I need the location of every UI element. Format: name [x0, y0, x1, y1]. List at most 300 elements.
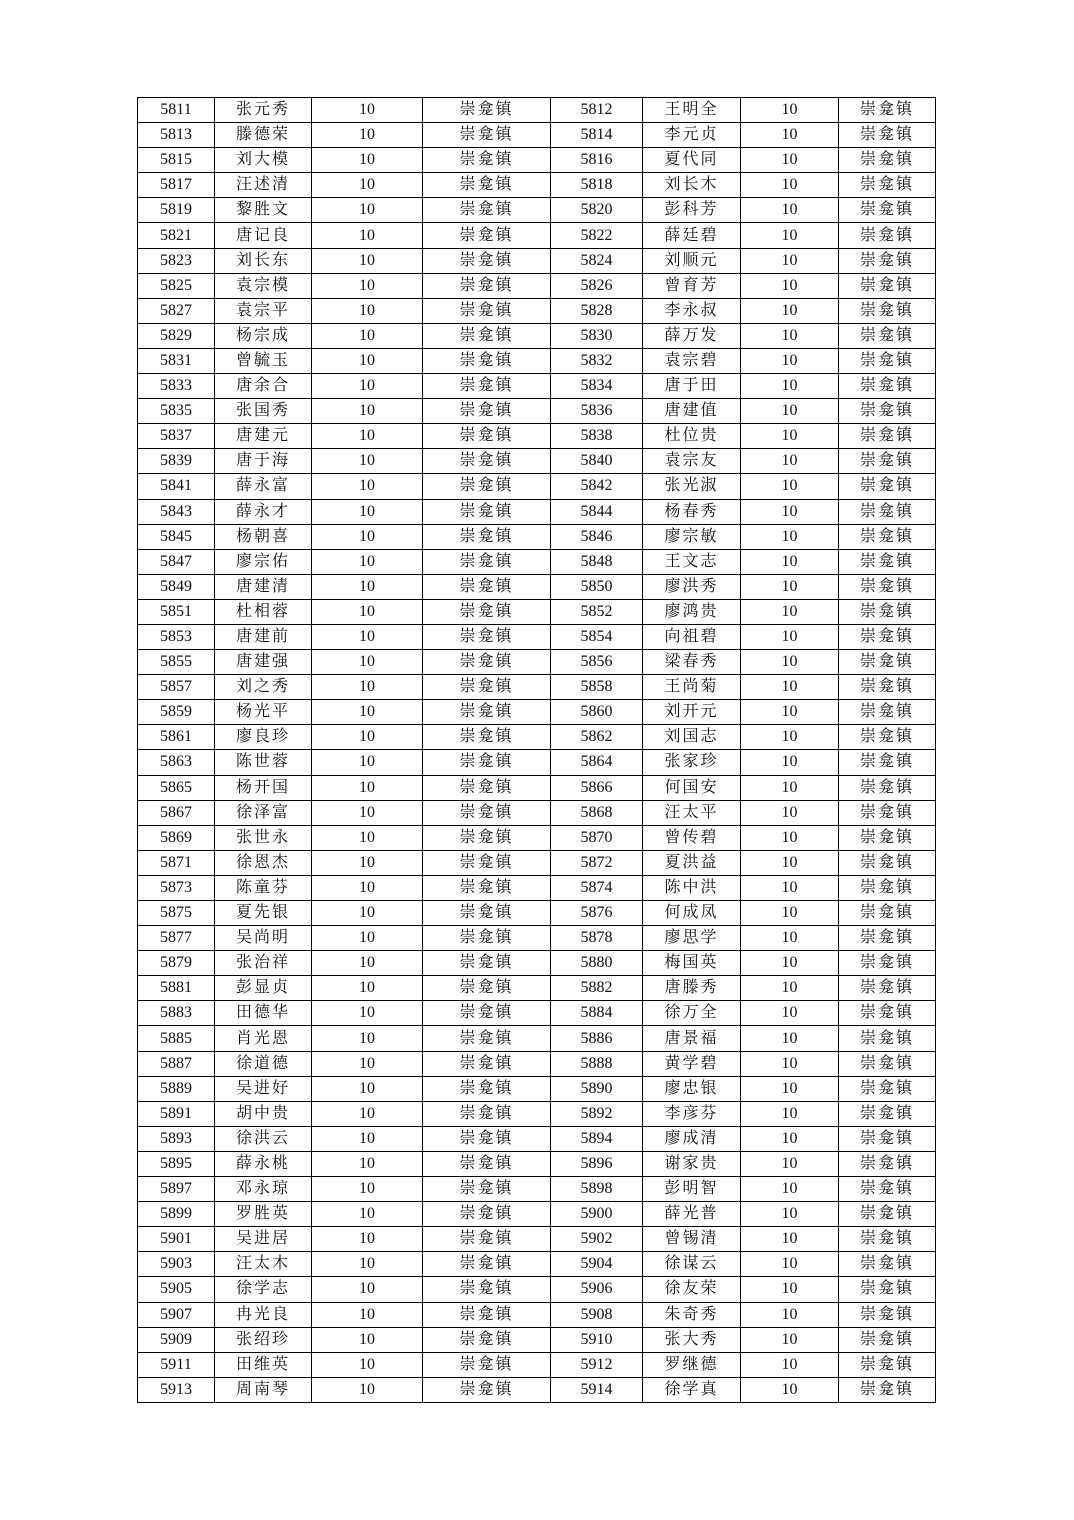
amount-value: 10 [312, 1177, 423, 1202]
amount-value: 10 [312, 624, 423, 649]
town-name: 崇龛镇 [839, 675, 936, 700]
person-name: 张国秀 [215, 399, 312, 424]
person-name: 徐友荣 [643, 1277, 741, 1302]
town-name: 崇龛镇 [839, 901, 936, 926]
town-name: 崇龛镇 [839, 926, 936, 951]
table-row [138, 323, 936, 348]
person-name: 唐建前 [215, 624, 312, 649]
person-name: 张治祥 [215, 951, 312, 976]
town-name: 崇龛镇 [839, 1202, 936, 1227]
person-name: 薛永富 [215, 474, 312, 499]
town-name: 崇龛镇 [839, 1277, 936, 1302]
person-name: 徐学志 [215, 1277, 312, 1302]
record-id: 5870 [551, 825, 643, 850]
town-name: 崇龛镇 [839, 700, 936, 725]
amount-value: 10 [312, 298, 423, 323]
town-name: 崇龛镇 [423, 399, 551, 424]
person-name: 唐记良 [215, 223, 312, 248]
table-row [138, 1352, 936, 1377]
person-name: 唐于海 [215, 449, 312, 474]
town-name: 崇龛镇 [839, 574, 936, 599]
person-name: 吴进好 [215, 1076, 312, 1101]
town-name: 崇龛镇 [839, 549, 936, 574]
town-name: 崇龛镇 [423, 474, 551, 499]
amount-value: 10 [741, 825, 839, 850]
record-id: 5826 [551, 273, 643, 298]
amount-value: 10 [312, 599, 423, 624]
amount-value: 10 [312, 1151, 423, 1176]
record-id: 5830 [551, 323, 643, 348]
town-name: 崇龛镇 [423, 1101, 551, 1126]
record-id: 5813 [138, 123, 215, 148]
amount-value: 10 [741, 650, 839, 675]
record-id: 5898 [551, 1177, 643, 1202]
person-name: 廖宗敏 [643, 524, 741, 549]
amount-value: 10 [741, 1026, 839, 1051]
person-name: 黄学碧 [643, 1051, 741, 1076]
table-row [138, 901, 936, 926]
amount-value: 10 [741, 976, 839, 1001]
amount-value: 10 [741, 173, 839, 198]
town-name: 崇龛镇 [839, 1302, 936, 1327]
record-id: 5883 [138, 1001, 215, 1026]
town-name: 崇龛镇 [423, 1076, 551, 1101]
record-id: 5900 [551, 1202, 643, 1227]
record-id: 5882 [551, 976, 643, 1001]
record-id: 5823 [138, 248, 215, 273]
amount-value: 10 [741, 1377, 839, 1402]
amount-value: 10 [312, 123, 423, 148]
person-name: 薛廷碧 [643, 223, 741, 248]
person-name: 杨光平 [215, 700, 312, 725]
table-row [138, 1327, 936, 1352]
person-name: 徐学真 [643, 1377, 741, 1402]
amount-value: 10 [312, 499, 423, 524]
table-row [138, 98, 936, 123]
town-name: 崇龛镇 [423, 223, 551, 248]
amount-value: 10 [312, 524, 423, 549]
table-row [138, 449, 936, 474]
town-name: 崇龛镇 [423, 1352, 551, 1377]
amount-value: 10 [741, 675, 839, 700]
record-id: 5893 [138, 1126, 215, 1151]
table-row [138, 223, 936, 248]
amount-value: 10 [741, 273, 839, 298]
amount-value: 10 [312, 1001, 423, 1026]
table-row [138, 976, 936, 1001]
record-id: 5885 [138, 1026, 215, 1051]
record-id: 5837 [138, 424, 215, 449]
town-name: 崇龛镇 [839, 424, 936, 449]
record-id: 5880 [551, 951, 643, 976]
town-name: 崇龛镇 [423, 499, 551, 524]
town-name: 崇龛镇 [423, 449, 551, 474]
amount-value: 10 [741, 1001, 839, 1026]
person-name: 徐恩杰 [215, 850, 312, 875]
record-id: 5877 [138, 926, 215, 951]
town-name: 崇龛镇 [839, 223, 936, 248]
record-id: 5852 [551, 599, 643, 624]
person-name: 杜相蓉 [215, 599, 312, 624]
amount-value: 10 [741, 599, 839, 624]
amount-value: 10 [741, 374, 839, 399]
table-row [138, 1051, 936, 1076]
table-row [138, 399, 936, 424]
town-name: 崇龛镇 [423, 549, 551, 574]
amount-value: 10 [312, 976, 423, 1001]
record-id: 5908 [551, 1302, 643, 1327]
amount-value: 10 [312, 1352, 423, 1377]
table-row [138, 1076, 936, 1101]
person-name: 李元贞 [643, 123, 741, 148]
town-name: 崇龛镇 [839, 499, 936, 524]
person-name: 陈中洪 [643, 875, 741, 900]
record-id: 5842 [551, 474, 643, 499]
town-name: 崇龛镇 [423, 1327, 551, 1352]
record-id: 5841 [138, 474, 215, 499]
amount-value: 10 [312, 424, 423, 449]
roster-table [137, 97, 936, 1403]
town-name: 崇龛镇 [423, 424, 551, 449]
amount-value: 10 [312, 173, 423, 198]
record-id: 5899 [138, 1202, 215, 1227]
record-id: 5827 [138, 298, 215, 323]
town-name: 崇龛镇 [839, 1177, 936, 1202]
record-id: 5849 [138, 574, 215, 599]
amount-value: 10 [741, 223, 839, 248]
amount-value: 10 [741, 98, 839, 123]
person-name: 唐余合 [215, 374, 312, 399]
town-name: 崇龛镇 [423, 248, 551, 273]
town-name: 崇龛镇 [423, 650, 551, 675]
amount-value: 10 [312, 98, 423, 123]
town-name: 崇龛镇 [423, 1026, 551, 1051]
person-name: 王明全 [643, 98, 741, 123]
amount-value: 10 [312, 951, 423, 976]
town-name: 崇龛镇 [423, 800, 551, 825]
amount-value: 10 [312, 574, 423, 599]
amount-value: 10 [741, 248, 839, 273]
person-name: 曾传碧 [643, 825, 741, 850]
town-name: 崇龛镇 [839, 1026, 936, 1051]
table-row [138, 524, 936, 549]
record-id: 5818 [551, 173, 643, 198]
person-name: 刘长东 [215, 248, 312, 273]
town-name: 崇龛镇 [839, 323, 936, 348]
table-row [138, 775, 936, 800]
person-name: 吴进居 [215, 1227, 312, 1252]
record-id: 5867 [138, 800, 215, 825]
record-id: 5913 [138, 1377, 215, 1402]
amount-value: 10 [312, 1026, 423, 1051]
person-name: 向祖碧 [643, 624, 741, 649]
record-id: 5853 [138, 624, 215, 649]
amount-value: 10 [741, 775, 839, 800]
amount-value: 10 [741, 549, 839, 574]
person-name: 汪太平 [643, 800, 741, 825]
record-id: 5859 [138, 700, 215, 725]
amount-value: 10 [741, 850, 839, 875]
amount-value: 10 [741, 449, 839, 474]
town-name: 崇龛镇 [423, 524, 551, 549]
amount-value: 10 [741, 1327, 839, 1352]
record-id: 5821 [138, 223, 215, 248]
person-name: 张元秀 [215, 98, 312, 123]
record-id: 5817 [138, 173, 215, 198]
table-row [138, 700, 936, 725]
amount-value: 10 [312, 248, 423, 273]
record-id: 5875 [138, 901, 215, 926]
amount-value: 10 [312, 1076, 423, 1101]
town-name: 崇龛镇 [423, 976, 551, 1001]
town-name: 崇龛镇 [839, 750, 936, 775]
person-name: 刘大模 [215, 148, 312, 173]
record-id: 5824 [551, 248, 643, 273]
table-row [138, 499, 936, 524]
town-name: 崇龛镇 [423, 574, 551, 599]
record-id: 5866 [551, 775, 643, 800]
town-name: 崇龛镇 [423, 1202, 551, 1227]
table-row [138, 926, 936, 951]
amount-value: 10 [741, 1227, 839, 1252]
person-name: 陈世蓉 [215, 750, 312, 775]
person-name: 张大秀 [643, 1327, 741, 1352]
amount-value: 10 [312, 348, 423, 373]
amount-value: 10 [741, 348, 839, 373]
town-name: 崇龛镇 [423, 951, 551, 976]
town-name: 崇龛镇 [839, 173, 936, 198]
record-id: 5829 [138, 323, 215, 348]
table-row [138, 1227, 936, 1252]
amount-value: 10 [312, 1327, 423, 1352]
record-id: 5825 [138, 273, 215, 298]
record-id: 5834 [551, 374, 643, 399]
record-id: 5901 [138, 1227, 215, 1252]
town-name: 崇龛镇 [839, 273, 936, 298]
record-id: 5854 [551, 624, 643, 649]
record-id: 5862 [551, 725, 643, 750]
amount-value: 10 [741, 1051, 839, 1076]
amount-value: 10 [312, 1377, 423, 1402]
person-name: 袁宗碧 [643, 348, 741, 373]
amount-value: 10 [741, 1076, 839, 1101]
person-name: 李永叔 [643, 298, 741, 323]
amount-value: 10 [312, 675, 423, 700]
record-id: 5871 [138, 850, 215, 875]
person-name: 冉光良 [215, 1302, 312, 1327]
town-name: 崇龛镇 [423, 1252, 551, 1277]
record-id: 5896 [551, 1151, 643, 1176]
person-name: 梅国英 [643, 951, 741, 976]
record-id: 5861 [138, 725, 215, 750]
table-row [138, 1126, 936, 1151]
person-name: 袁宗模 [215, 273, 312, 298]
town-name: 崇龛镇 [423, 148, 551, 173]
record-id: 5838 [551, 424, 643, 449]
town-name: 崇龛镇 [423, 98, 551, 123]
amount-value: 10 [312, 1202, 423, 1227]
roster-body [138, 98, 936, 1403]
record-id: 5857 [138, 675, 215, 700]
person-name: 曾育芳 [643, 273, 741, 298]
town-name: 崇龛镇 [423, 599, 551, 624]
amount-value: 10 [312, 273, 423, 298]
person-name: 田维英 [215, 1352, 312, 1377]
amount-value: 10 [741, 1101, 839, 1126]
town-name: 崇龛镇 [839, 850, 936, 875]
person-name: 廖思学 [643, 926, 741, 951]
table-row [138, 599, 936, 624]
town-name: 崇龛镇 [423, 1302, 551, 1327]
person-name: 汪述清 [215, 173, 312, 198]
record-id: 5876 [551, 901, 643, 926]
record-id: 5851 [138, 599, 215, 624]
record-id: 5820 [551, 198, 643, 223]
table-row [138, 1101, 936, 1126]
record-id: 5914 [551, 1377, 643, 1402]
person-name: 何成凤 [643, 901, 741, 926]
person-name: 唐建值 [643, 399, 741, 424]
person-name: 肖光恩 [215, 1026, 312, 1051]
town-name: 崇龛镇 [839, 951, 936, 976]
town-name: 崇龛镇 [423, 198, 551, 223]
amount-value: 10 [312, 374, 423, 399]
table-row [138, 549, 936, 574]
amount-value: 10 [312, 926, 423, 951]
record-id: 5912 [551, 1352, 643, 1377]
person-name: 刘国志 [643, 725, 741, 750]
person-name: 徐万全 [643, 1001, 741, 1026]
amount-value: 10 [741, 926, 839, 951]
person-name: 廖鸿贵 [643, 599, 741, 624]
person-name: 徐泽富 [215, 800, 312, 825]
person-name: 周南琴 [215, 1377, 312, 1402]
table-row [138, 1151, 936, 1176]
person-name: 廖宗佑 [215, 549, 312, 574]
town-name: 崇龛镇 [423, 1177, 551, 1202]
record-id: 5811 [138, 98, 215, 123]
amount-value: 10 [312, 1051, 423, 1076]
town-name: 崇龛镇 [839, 825, 936, 850]
amount-value: 10 [312, 725, 423, 750]
town-name: 崇龛镇 [423, 1227, 551, 1252]
amount-value: 10 [312, 1126, 423, 1151]
record-id: 5845 [138, 524, 215, 549]
record-id: 5903 [138, 1252, 215, 1277]
amount-value: 10 [312, 223, 423, 248]
record-id: 5822 [551, 223, 643, 248]
town-name: 崇龛镇 [839, 1126, 936, 1151]
record-id: 5855 [138, 650, 215, 675]
person-name: 黎胜文 [215, 198, 312, 223]
table-row [138, 951, 936, 976]
person-name: 吴尚明 [215, 926, 312, 951]
record-id: 5843 [138, 499, 215, 524]
record-id: 5840 [551, 449, 643, 474]
record-id: 5897 [138, 1177, 215, 1202]
amount-value: 10 [312, 850, 423, 875]
town-name: 崇龛镇 [839, 976, 936, 1001]
amount-value: 10 [312, 449, 423, 474]
table-row [138, 875, 936, 900]
record-id: 5879 [138, 951, 215, 976]
record-id: 5886 [551, 1026, 643, 1051]
record-id: 5911 [138, 1352, 215, 1377]
table-row [138, 800, 936, 825]
town-name: 崇龛镇 [839, 98, 936, 123]
town-name: 崇龛镇 [423, 624, 551, 649]
record-id: 5863 [138, 750, 215, 775]
record-id: 5816 [551, 148, 643, 173]
person-name: 梁春秀 [643, 650, 741, 675]
person-name: 唐建清 [215, 574, 312, 599]
amount-value: 10 [741, 198, 839, 223]
table-row [138, 650, 936, 675]
record-id: 5839 [138, 449, 215, 474]
amount-value: 10 [741, 750, 839, 775]
town-name: 崇龛镇 [423, 1051, 551, 1076]
town-name: 崇龛镇 [423, 1151, 551, 1176]
record-id: 5884 [551, 1001, 643, 1026]
table-row [138, 1377, 936, 1402]
town-name: 崇龛镇 [423, 775, 551, 800]
table-row [138, 574, 936, 599]
record-id: 5910 [551, 1327, 643, 1352]
amount-value: 10 [741, 1202, 839, 1227]
person-name: 徐洪云 [215, 1126, 312, 1151]
person-name: 彭显贞 [215, 976, 312, 1001]
amount-value: 10 [741, 1302, 839, 1327]
amount-value: 10 [312, 1101, 423, 1126]
town-name: 崇龛镇 [423, 675, 551, 700]
person-name: 廖良珍 [215, 725, 312, 750]
town-name: 崇龛镇 [839, 298, 936, 323]
town-name: 崇龛镇 [423, 123, 551, 148]
amount-value: 10 [741, 399, 839, 424]
person-name: 袁宗友 [643, 449, 741, 474]
town-name: 崇龛镇 [839, 1252, 936, 1277]
person-name: 杜位贵 [643, 424, 741, 449]
record-id: 5891 [138, 1101, 215, 1126]
table-row [138, 725, 936, 750]
town-name: 崇龛镇 [839, 1001, 936, 1026]
record-id: 5873 [138, 875, 215, 900]
table-row [138, 148, 936, 173]
record-id: 5836 [551, 399, 643, 424]
person-name: 邓永琼 [215, 1177, 312, 1202]
person-name: 曾毓玉 [215, 348, 312, 373]
town-name: 崇龛镇 [839, 650, 936, 675]
amount-value: 10 [312, 875, 423, 900]
person-name: 杨春秀 [643, 499, 741, 524]
record-id: 5905 [138, 1277, 215, 1302]
town-name: 崇龛镇 [423, 1277, 551, 1302]
person-name: 廖洪秀 [643, 574, 741, 599]
town-name: 崇龛镇 [839, 148, 936, 173]
town-name: 崇龛镇 [839, 1352, 936, 1377]
table-row [138, 298, 936, 323]
amount-value: 10 [741, 1151, 839, 1176]
town-name: 崇龛镇 [423, 323, 551, 348]
town-name: 崇龛镇 [423, 1377, 551, 1402]
town-name: 崇龛镇 [423, 1126, 551, 1151]
person-name: 李彦芬 [643, 1101, 741, 1126]
record-id: 5874 [551, 875, 643, 900]
town-name: 崇龛镇 [423, 901, 551, 926]
record-id: 5812 [551, 98, 643, 123]
town-name: 崇龛镇 [423, 850, 551, 875]
town-name: 崇龛镇 [839, 1151, 936, 1176]
